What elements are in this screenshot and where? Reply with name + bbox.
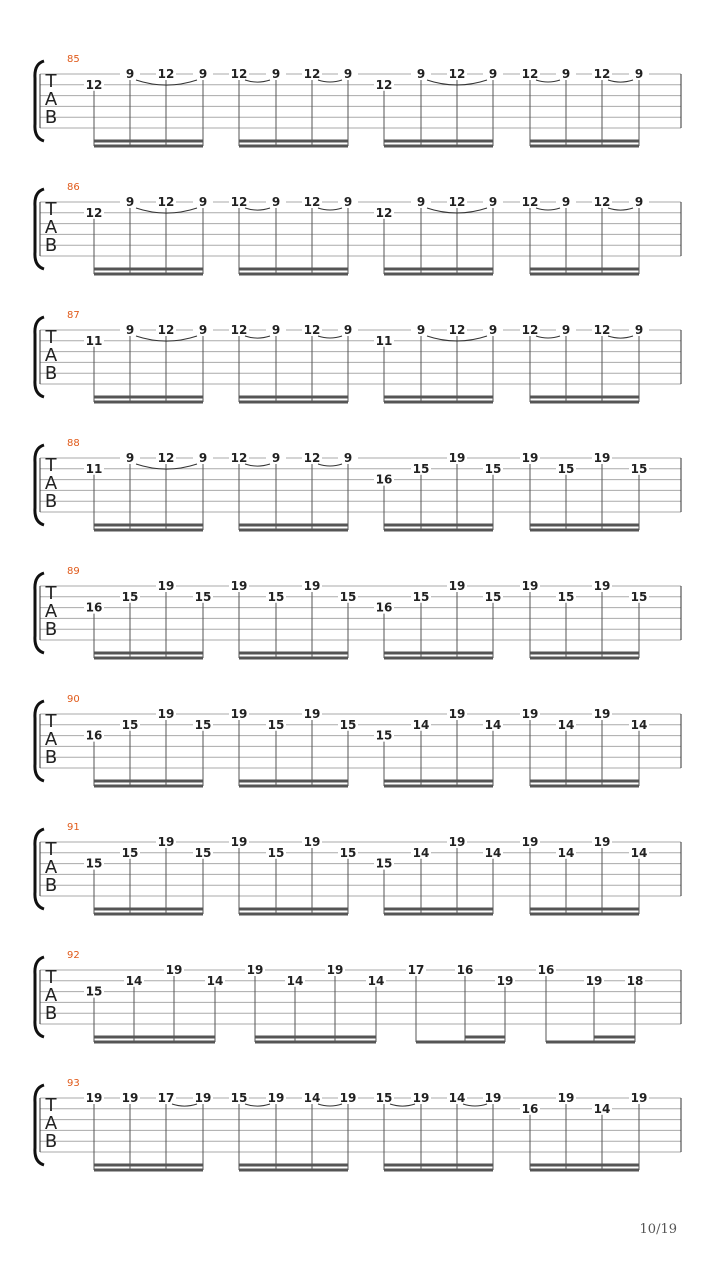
- fret-number: 19: [521, 579, 539, 593]
- fret-number: 9: [416, 67, 426, 81]
- fret-number: 9: [198, 451, 208, 465]
- slur: [245, 464, 270, 466]
- slur: [536, 336, 560, 338]
- fret-number: 15: [375, 728, 393, 743]
- fret-number: 17: [157, 1091, 175, 1105]
- fret-number: 19: [194, 1091, 212, 1105]
- fret-number: 14: [484, 845, 502, 860]
- slur: [318, 1104, 342, 1106]
- system-brace: [35, 829, 44, 909]
- fret-number: 14: [286, 973, 304, 988]
- tab-system: [35, 182, 681, 274]
- fret-number: 9: [271, 195, 281, 209]
- fret-number: 15: [121, 717, 139, 732]
- fret-number: 9: [488, 323, 498, 337]
- tab-clef-letter: T: [45, 1095, 57, 1116]
- system-brace: [35, 61, 44, 141]
- fret-number: 14: [484, 717, 502, 732]
- tab-clef-letter: T: [45, 711, 57, 732]
- fret-number: 19: [593, 579, 611, 593]
- fret-number: 14: [367, 973, 385, 988]
- fret-number: 19: [593, 835, 611, 849]
- tab-clef-letter: A: [44, 601, 58, 622]
- measure-number: 93: [67, 1078, 80, 1089]
- fret-number: 19: [230, 579, 248, 593]
- tab-system: [35, 438, 681, 530]
- fret-number: 18: [626, 973, 644, 988]
- fret-number: 12: [230, 323, 248, 337]
- system-brace: [35, 1085, 44, 1165]
- tab-clef-letter: B: [44, 1131, 58, 1152]
- fret-number: 19: [303, 579, 321, 593]
- fret-number: 9: [416, 195, 426, 209]
- fret-number: 17: [407, 963, 425, 977]
- fret-number: 14: [630, 717, 648, 732]
- fret-number: 19: [157, 707, 175, 721]
- fret-number: 19: [521, 835, 539, 849]
- fret-number: 14: [630, 845, 648, 860]
- fret-number: 9: [634, 67, 644, 81]
- fret-number: 16: [456, 963, 474, 977]
- fret-number: 15: [121, 589, 139, 604]
- fret-number: 14: [303, 1091, 321, 1105]
- slur: [608, 336, 633, 338]
- fret-number: 19: [448, 451, 466, 465]
- system-brace: [35, 189, 44, 269]
- fret-number: 12: [230, 67, 248, 81]
- fret-number: 19: [521, 451, 539, 465]
- fret-number: 14: [557, 845, 575, 860]
- tab-system: [35, 566, 681, 658]
- tab-clef-letter: A: [44, 1113, 58, 1134]
- fret-number: 12: [521, 67, 539, 81]
- fret-number: 12: [230, 451, 248, 465]
- slur: [536, 80, 560, 82]
- fret-number: 9: [125, 195, 135, 209]
- measure-number: 90: [67, 694, 80, 705]
- fret-number: 12: [157, 67, 175, 81]
- fret-number: 15: [121, 845, 139, 860]
- tab-system: [35, 54, 681, 146]
- tab-clef-letter: T: [45, 327, 57, 348]
- fret-number: 11: [85, 461, 103, 476]
- fret-number: 15: [375, 856, 393, 871]
- tab-clef-letter: A: [44, 729, 58, 750]
- tab-clef-letter: A: [44, 985, 58, 1006]
- fret-number: 19: [230, 707, 248, 721]
- tab-clef-letter: A: [44, 473, 58, 494]
- fret-number: 19: [85, 1091, 103, 1105]
- fret-number: 9: [488, 67, 498, 81]
- fret-number: 12: [157, 195, 175, 209]
- fret-number: 19: [230, 835, 248, 849]
- fret-number: 14: [412, 845, 430, 860]
- fret-number: 9: [343, 451, 353, 465]
- slur: [318, 464, 342, 466]
- fret-number: 16: [375, 472, 393, 487]
- system-brace: [35, 573, 44, 653]
- measure-number: 86: [67, 182, 80, 193]
- fret-number: 12: [230, 195, 248, 209]
- tab-clef-letter: B: [44, 107, 58, 128]
- fret-number: 19: [448, 707, 466, 721]
- fret-number: 9: [561, 323, 571, 337]
- fret-number: 15: [412, 589, 430, 604]
- fret-number: 19: [165, 963, 183, 977]
- fret-number: 12: [448, 195, 466, 209]
- measure-number: 88: [67, 438, 80, 449]
- tab-system: [35, 310, 681, 402]
- fret-number: 15: [267, 589, 285, 604]
- system-brace: [35, 445, 44, 525]
- fret-number: 9: [271, 323, 281, 337]
- slur: [318, 80, 342, 82]
- fret-number: 11: [85, 333, 103, 348]
- tab-system: [35, 950, 681, 1042]
- fret-number: 9: [125, 67, 135, 81]
- fret-number: 12: [157, 451, 175, 465]
- fret-number: 19: [412, 1091, 430, 1105]
- fret-number: 9: [198, 195, 208, 209]
- fret-number: 14: [557, 717, 575, 732]
- fret-number: 15: [557, 461, 575, 476]
- fret-number: 12: [303, 323, 321, 337]
- measure-number: 89: [67, 566, 80, 577]
- fret-number: 19: [339, 1091, 357, 1105]
- fret-number: 12: [448, 323, 466, 337]
- fret-number: 16: [85, 728, 103, 743]
- fret-number: 19: [593, 707, 611, 721]
- fret-number: 12: [593, 323, 611, 337]
- fret-number: 15: [630, 589, 648, 604]
- fret-number: 15: [85, 984, 103, 999]
- system-brace: [35, 957, 44, 1037]
- fret-number: 12: [375, 77, 393, 92]
- fret-number: 19: [326, 963, 344, 977]
- slur: [390, 1104, 415, 1106]
- slur: [245, 80, 270, 82]
- system-brace: [35, 701, 44, 781]
- fret-number: 12: [593, 195, 611, 209]
- tab-clef-letter: B: [44, 747, 58, 768]
- fret-number: 15: [557, 589, 575, 604]
- fret-number: 19: [448, 835, 466, 849]
- fret-number: 19: [585, 973, 603, 988]
- fret-number: 14: [593, 1101, 611, 1116]
- fret-number: 19: [557, 1091, 575, 1105]
- fret-number: 19: [521, 707, 539, 721]
- fret-number: 12: [85, 77, 103, 92]
- fret-number: 11: [375, 333, 393, 348]
- fret-number: 12: [303, 195, 321, 209]
- slur: [318, 208, 342, 210]
- fret-number: 19: [496, 973, 514, 988]
- tab-clef-letter: T: [45, 455, 57, 476]
- tab-clef-letter: T: [45, 839, 57, 860]
- measure-number: 85: [67, 54, 80, 65]
- fret-number: 15: [484, 589, 502, 604]
- measure-number: 87: [67, 310, 80, 321]
- slur: [318, 336, 342, 338]
- tab-clef-letter: T: [45, 967, 57, 988]
- fret-number: 15: [85, 856, 103, 871]
- fret-number: 12: [521, 323, 539, 337]
- fret-number: 9: [561, 195, 571, 209]
- fret-number: 9: [343, 323, 353, 337]
- fret-number: 19: [157, 579, 175, 593]
- fret-number: 12: [85, 205, 103, 220]
- fret-number: 15: [412, 461, 430, 476]
- fret-number: 9: [271, 451, 281, 465]
- fret-number: 16: [537, 963, 555, 977]
- page-number: 10/19: [639, 1222, 677, 1237]
- fret-number: 12: [521, 195, 539, 209]
- fret-number: 14: [448, 1091, 466, 1105]
- measure-number: 92: [67, 950, 80, 961]
- fret-number: 15: [630, 461, 648, 476]
- fret-number: 9: [488, 195, 498, 209]
- fret-number: 19: [246, 963, 264, 977]
- fret-number: 15: [194, 589, 212, 604]
- fret-number: 16: [521, 1101, 539, 1116]
- fret-number: 9: [416, 323, 426, 337]
- fret-number: 12: [303, 67, 321, 81]
- fret-number: 9: [198, 323, 208, 337]
- fret-number: 15: [194, 717, 212, 732]
- slur: [608, 208, 633, 210]
- fret-number: 15: [267, 717, 285, 732]
- slur: [245, 336, 270, 338]
- tab-clef-letter: A: [44, 857, 58, 878]
- fret-number: 14: [206, 973, 224, 988]
- tab-clef-letter: B: [44, 491, 58, 512]
- fret-number: 15: [339, 589, 357, 604]
- tab-clef-letter: B: [44, 875, 58, 896]
- fret-number: 9: [343, 67, 353, 81]
- fret-number: 19: [484, 1091, 502, 1105]
- fret-number: 12: [303, 451, 321, 465]
- fret-number: 15: [339, 845, 357, 860]
- tab-clef-letter: T: [45, 71, 57, 92]
- fret-number: 16: [375, 600, 393, 615]
- fret-number: 9: [198, 67, 208, 81]
- tab-system: [35, 694, 681, 786]
- slur: [245, 208, 270, 210]
- fret-number: 12: [157, 323, 175, 337]
- tab-clef-letter: T: [45, 583, 57, 604]
- fret-number: 19: [630, 1091, 648, 1105]
- tab-clef-letter: T: [45, 199, 57, 220]
- measure-number: 91: [67, 822, 80, 833]
- tab-clef-letter: B: [44, 1003, 58, 1024]
- slur: [172, 1104, 197, 1106]
- tab-clef-letter: A: [44, 217, 58, 238]
- fret-number: 15: [484, 461, 502, 476]
- tab-clef-letter: B: [44, 619, 58, 640]
- system-brace: [35, 317, 44, 397]
- fret-number: 19: [448, 579, 466, 593]
- tab-clef-letter: A: [44, 345, 58, 366]
- fret-number: 9: [561, 67, 571, 81]
- fret-number: 9: [343, 195, 353, 209]
- fret-number: 9: [634, 195, 644, 209]
- fret-number: 9: [634, 323, 644, 337]
- fret-number: 9: [125, 323, 135, 337]
- slur: [463, 1104, 487, 1106]
- fret-number: 12: [448, 67, 466, 81]
- fret-number: 12: [375, 205, 393, 220]
- slur: [608, 80, 633, 82]
- fret-number: 9: [271, 67, 281, 81]
- tab-clef-letter: B: [44, 235, 58, 256]
- tab-system: [35, 1078, 681, 1170]
- tab-system: [35, 822, 681, 914]
- slur: [245, 1104, 270, 1106]
- fret-number: 15: [267, 845, 285, 860]
- fret-number: 16: [85, 600, 103, 615]
- fret-number: 15: [194, 845, 212, 860]
- tab-clef-letter: A: [44, 89, 58, 110]
- fret-number: 9: [125, 451, 135, 465]
- fret-number: 15: [375, 1091, 393, 1105]
- slur: [536, 208, 560, 210]
- fret-number: 12: [593, 67, 611, 81]
- fret-number: 14: [412, 717, 430, 732]
- tab-clef-letter: B: [44, 363, 58, 384]
- fret-number: 19: [121, 1091, 139, 1105]
- fret-number: 15: [230, 1091, 248, 1105]
- fret-number: 19: [267, 1091, 285, 1105]
- fret-number: 19: [157, 835, 175, 849]
- fret-number: 19: [303, 835, 321, 849]
- fret-number: 14: [125, 973, 143, 988]
- fret-number: 19: [303, 707, 321, 721]
- fret-number: 15: [339, 717, 357, 732]
- fret-number: 19: [593, 451, 611, 465]
